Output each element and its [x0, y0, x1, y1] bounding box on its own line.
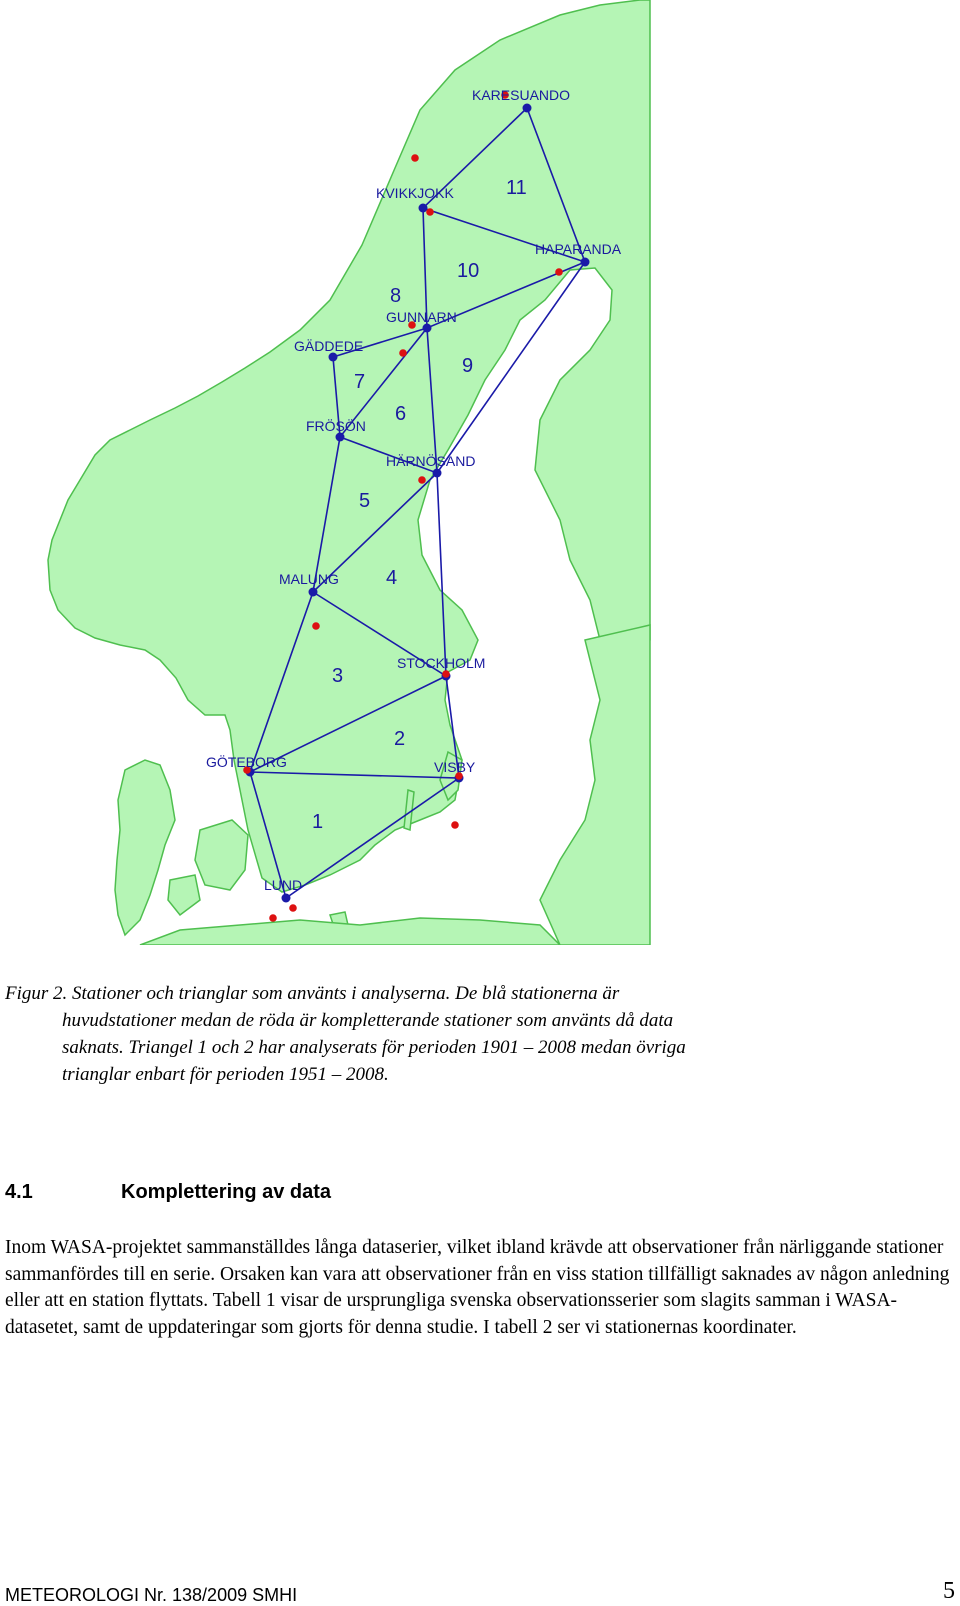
station-malung — [309, 588, 318, 597]
triangle-label: 2 — [394, 728, 406, 750]
triangle-label: 5 — [359, 490, 371, 512]
station-label: GÖTEBORG — [206, 754, 287, 770]
station-haparanda — [581, 258, 590, 267]
land — [48, 0, 650, 945]
station-kvikkjokk — [419, 204, 428, 213]
supplementary-station — [399, 349, 407, 357]
figure-caption — [5, 980, 905, 1088]
section-title: Komplettering av data — [121, 1181, 332, 1203]
footer-publication: METEOROLOGI Nr. 138/2009 SMHI — [5, 1585, 298, 1605]
section-heading — [5, 1181, 331, 1204]
triangle-label: 1 — [312, 811, 324, 833]
caption-line: trianglar enbart för perioden 1951 – 2008. — [62, 1064, 389, 1085]
caption-line: Figur 2. Stationer och trianglar som använts i analyserna. De blå stationerna är — [5, 983, 620, 1004]
supplementary-station — [451, 821, 459, 829]
station-harnosand — [433, 469, 442, 478]
triangle-label: 11 — [506, 177, 527, 199]
supplementary-station — [312, 622, 320, 630]
triangle-label: 10 — [457, 260, 480, 282]
station-label: GUNNARN — [386, 309, 457, 325]
triangle-label: 4 — [386, 567, 398, 589]
station-label: KVIKKJOKK — [376, 185, 454, 201]
station-lund — [282, 894, 291, 903]
station-karesuando — [523, 104, 532, 113]
triangle-label: 8 — [390, 285, 402, 307]
page-number: 5 — [943, 1578, 955, 1604]
triangle-label: 7 — [354, 371, 366, 393]
station-label: STOCKHOLM — [397, 655, 486, 671]
supplementary-station — [269, 914, 277, 922]
station-label: FRÖSÖN — [306, 418, 366, 434]
supplementary-station — [289, 904, 297, 912]
section-paragraph: Inom WASA-projektet sammanställdes långa dataserier, vilket ibland krävde att observationer från närliggande stationer sammanfördes till en serie. Orsaken kan vara att observationer från en viss station tillfälligt saknades av någon anledning eller att en station flyttats. Tabell 1 visar de ursprungliga svenska observationsserier som slagits samman i WASA-datasetet, samt de uppdateringar som gjorts för denna studie. I tabell 2 ser vi stationernas koordinater. — [5, 1237, 950, 1338]
section-number: 4.1 — [5, 1181, 33, 1203]
triangle-label: 9 — [462, 355, 474, 377]
supplementary-station — [442, 670, 450, 678]
station-label: LUND — [264, 877, 303, 893]
station-label: HÄRNÖSAND — [386, 453, 476, 469]
caption-line: saknats. Triangel 1 och 2 har analyserats för perioden 1901 – 2008 medan övriga — [62, 1037, 686, 1058]
station-label: MALUNG — [279, 571, 339, 587]
supplementary-station — [426, 208, 434, 216]
station-label: HAPARANDA — [535, 241, 622, 257]
station-label: VISBY — [434, 759, 476, 775]
supplementary-station — [555, 268, 563, 276]
triangle-label: 3 — [332, 665, 344, 687]
triangle-label: 6 — [395, 403, 407, 425]
caption-line: huvudstationer medan de röda är kompletterande stationer som använts då data — [62, 1010, 674, 1031]
station-label: KARESUANDO — [472, 87, 571, 103]
supplementary-station — [411, 154, 419, 162]
supplementary-station — [418, 476, 426, 484]
station-label: GÄDDEDE — [294, 338, 364, 354]
